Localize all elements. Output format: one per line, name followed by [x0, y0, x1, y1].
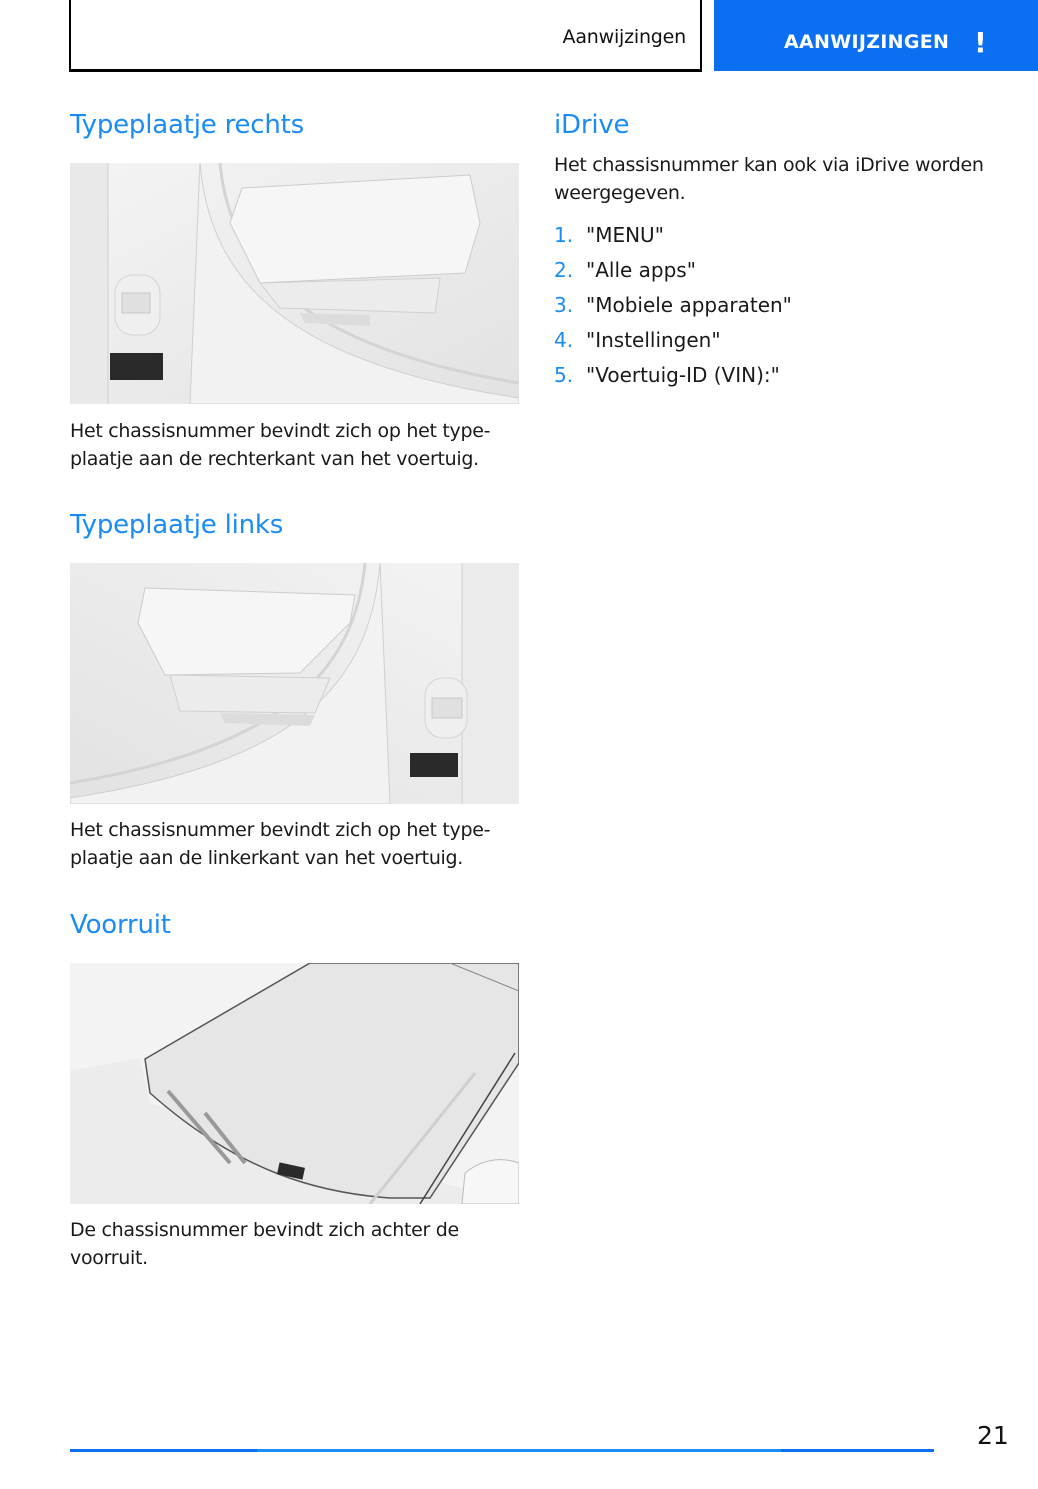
step-text: "Voertuig-ID (VIN):" — [586, 363, 780, 387]
idrive-intro: Het chassisnummer kan ook via iDrive worden weergegeven. — [554, 154, 984, 204]
list-item — [554, 326, 792, 361]
figure-voorruit — [70, 963, 519, 1204]
section-heading-idrive: iDrive — [554, 110, 630, 140]
chapter-tab[interactable] — [714, 0, 1038, 71]
caption-typeplaatje-rechts: Het chassisnummer bevindt zich op het type-plaatje aan de rechterkant van het voertuig. — [70, 420, 491, 470]
section-heading-typeplaatje-rechts: Typeplaatje rechts — [70, 110, 305, 140]
footer-rule-segment-left — [70, 1449, 257, 1452]
caption-voorruit: De chassisnummer bevindt zich achter de voorruit. — [70, 1219, 459, 1269]
footer-rule-segment-right — [781, 1449, 934, 1452]
step-text: "Alle apps" — [586, 258, 696, 282]
running-title: Aanwijzingen — [562, 26, 686, 48]
idrive-steps-list — [554, 221, 792, 396]
figure-typeplaatje-rechts — [70, 163, 519, 404]
step-number: 2. — [554, 258, 574, 282]
list-item — [554, 361, 792, 396]
step-text: "Instellingen" — [586, 328, 721, 352]
step-text: "MENU" — [586, 223, 664, 247]
section-heading-typeplaatje-links: Typeplaatje links — [70, 510, 284, 540]
step-number: 1. — [554, 223, 574, 247]
running-header — [69, 0, 702, 72]
list-item — [554, 256, 792, 291]
section-heading-voorruit: Voorruit — [70, 910, 171, 940]
list-item — [554, 291, 792, 326]
step-number: 3. — [554, 293, 574, 317]
step-text: "Mobiele apparaten" — [586, 293, 792, 317]
step-number: 4. — [554, 328, 574, 352]
step-number: 5. — [554, 363, 574, 387]
exclamation-icon: ! — [974, 26, 987, 59]
page-number: 21 — [977, 1421, 1009, 1450]
chapter-tab-label: AANWIJZINGEN — [784, 31, 950, 53]
caption-typeplaatje-links: Het chassisnummer bevindt zich op het type-plaatje aan de linkerkant van het voertuig. — [70, 819, 491, 869]
list-item — [554, 221, 792, 256]
figure-typeplaatje-links — [70, 563, 519, 804]
footer-rule — [70, 1449, 934, 1452]
